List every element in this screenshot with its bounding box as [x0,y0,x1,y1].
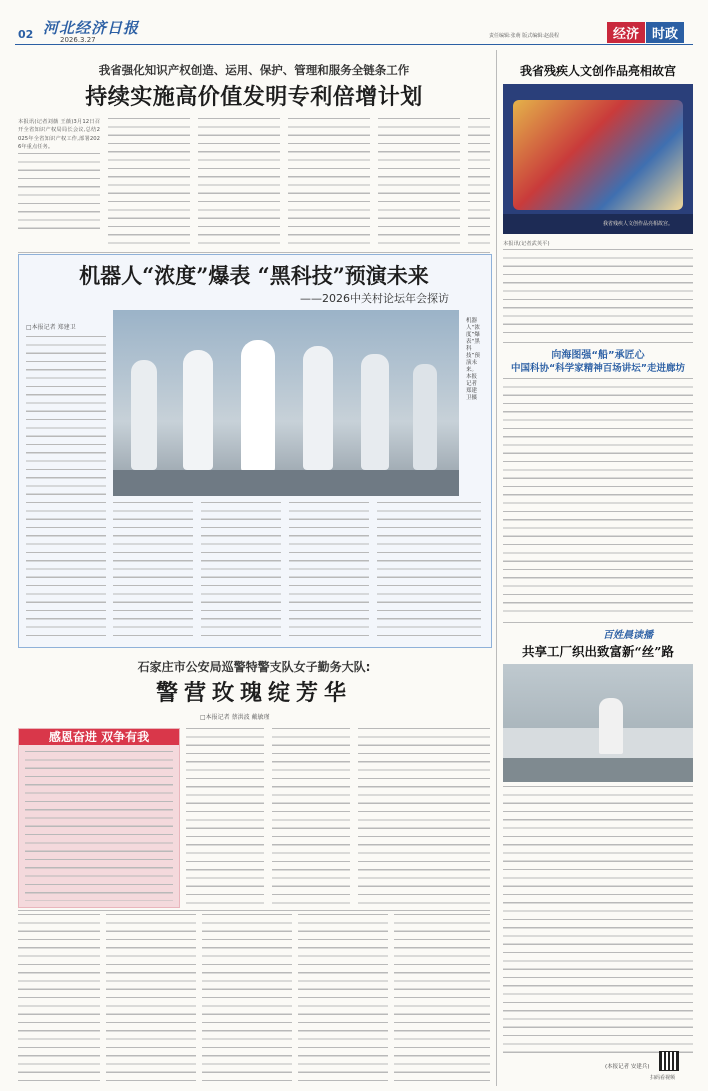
lead-intro: 本报讯(记者刘薇 王薇)3月12日召开全省知识产权局局长会议,总结2025年全省知识产权工作,部署2026年重点任务。 [18,119,100,150]
robot-figure-2 [183,350,213,470]
embroidery-panel [513,100,683,210]
feature-text-col-5 [377,502,481,638]
right-top-text [503,240,693,338]
qr-label: 扫码看视频 [650,1075,676,1081]
factory-worker [599,698,623,754]
feature-headline: 机器人“浓度”爆表 “黑科技”预演未来 [79,263,429,288]
police-lower-rule [18,910,490,911]
police-box-title: 感恩奋进 双争有我 [19,729,179,745]
police-lower-col-3 [202,914,292,1084]
robot-figure-4 [303,346,333,470]
right-rule-2 [503,622,693,623]
robot-figure-3 [241,340,275,472]
lead-kicker: 我省强化知识产权创造、运用、保护、管理和服务全链条工作 [98,63,410,77]
right-rule-1 [503,342,693,343]
right-bottom-tag: 百姓晨读播 [603,630,653,641]
feature-text-col-3 [201,502,281,638]
lead-headline: 持续实施高价值发明专利倍增计划 [85,85,423,110]
police-box-text [25,751,173,901]
police-lower-col-2 [106,914,196,1084]
police-column-box [18,728,180,908]
embroidery-photo [503,84,693,234]
feature-text-left [26,336,106,638]
robot-figure-1 [131,360,157,470]
feature-photo-caption: 机器人“浓度”爆表“黑科技”预演未来。 本报记者 郑建卫摄 [466,318,480,401]
police-kicker: 石家庄市公安局巡警特警支队女子勤务大队: [137,660,371,674]
right-mid-headline: 中国科协“科学家精神百场讲坛”走进廊坊 [511,363,685,374]
lead-bottom-rule [18,252,490,253]
robot-photo [113,310,459,496]
lead-body-col-4 [288,118,370,246]
lead-body-col-1 [18,118,100,246]
right-bottom-headline: 共享工厂织出致富新“丝”路 [522,644,674,659]
header-rule [15,44,693,45]
police-col-2 [186,728,264,906]
column-divider [496,50,497,1086]
police-headline: 警营玫瑰绽芳华 [155,680,352,706]
stage-floor [113,470,459,496]
issue-date: 2026.3.27 [60,36,96,44]
qr-code[interactable] [660,1052,678,1070]
factory-machine-row [503,728,693,758]
feature-text-col-2 [113,502,193,638]
right-mid-kicker: 向海图强“船”承匠心 [551,350,645,361]
right-bottom-text [503,786,693,1056]
police-byline: □本报记者 蔡洪波 戴敏瑾 [200,714,270,721]
page-number: 02 [18,28,34,41]
police-lower-col-4 [298,914,388,1084]
police-col-3 [272,728,350,906]
right-mid-text [503,378,693,616]
robot-figure-5 [361,354,389,470]
police-lower-col-1 [18,914,100,1084]
police-col-4 [358,728,490,906]
right-bottom-footer-byline: (本报记者 安建兵) [605,1064,650,1070]
robot-figure-6 [413,364,437,470]
masthead: 河北经济日报 [43,19,140,37]
factory-floor [503,758,693,782]
police-lower-col-5 [394,914,490,1084]
section-tab-economy: 经济 [607,22,645,43]
feature-text-col-4 [289,502,369,638]
right-top-headline: 我省残疾人文创作品亮相故宫 [519,64,676,78]
editors-credit: 责任编辑:张萌 版式编辑:赵晨程 [489,33,559,39]
lead-body-col-6 [468,118,490,246]
lead-body-col-3 [198,118,280,246]
right-top-byline: 本报讯(记者武英平) [503,241,550,247]
lead-body-col-5 [378,118,460,246]
embroidery-caption: 我省残疾人文创作品亮相故宫。 [603,221,674,227]
feature-subheadline: ——2026中关村论坛年会探访 [300,292,449,305]
feature-byline: □本报记者 郑建卫 [26,324,76,331]
lead-body-col-2 [108,118,190,246]
factory-photo [503,664,693,782]
section-tab-politics: 时政 [646,22,684,43]
